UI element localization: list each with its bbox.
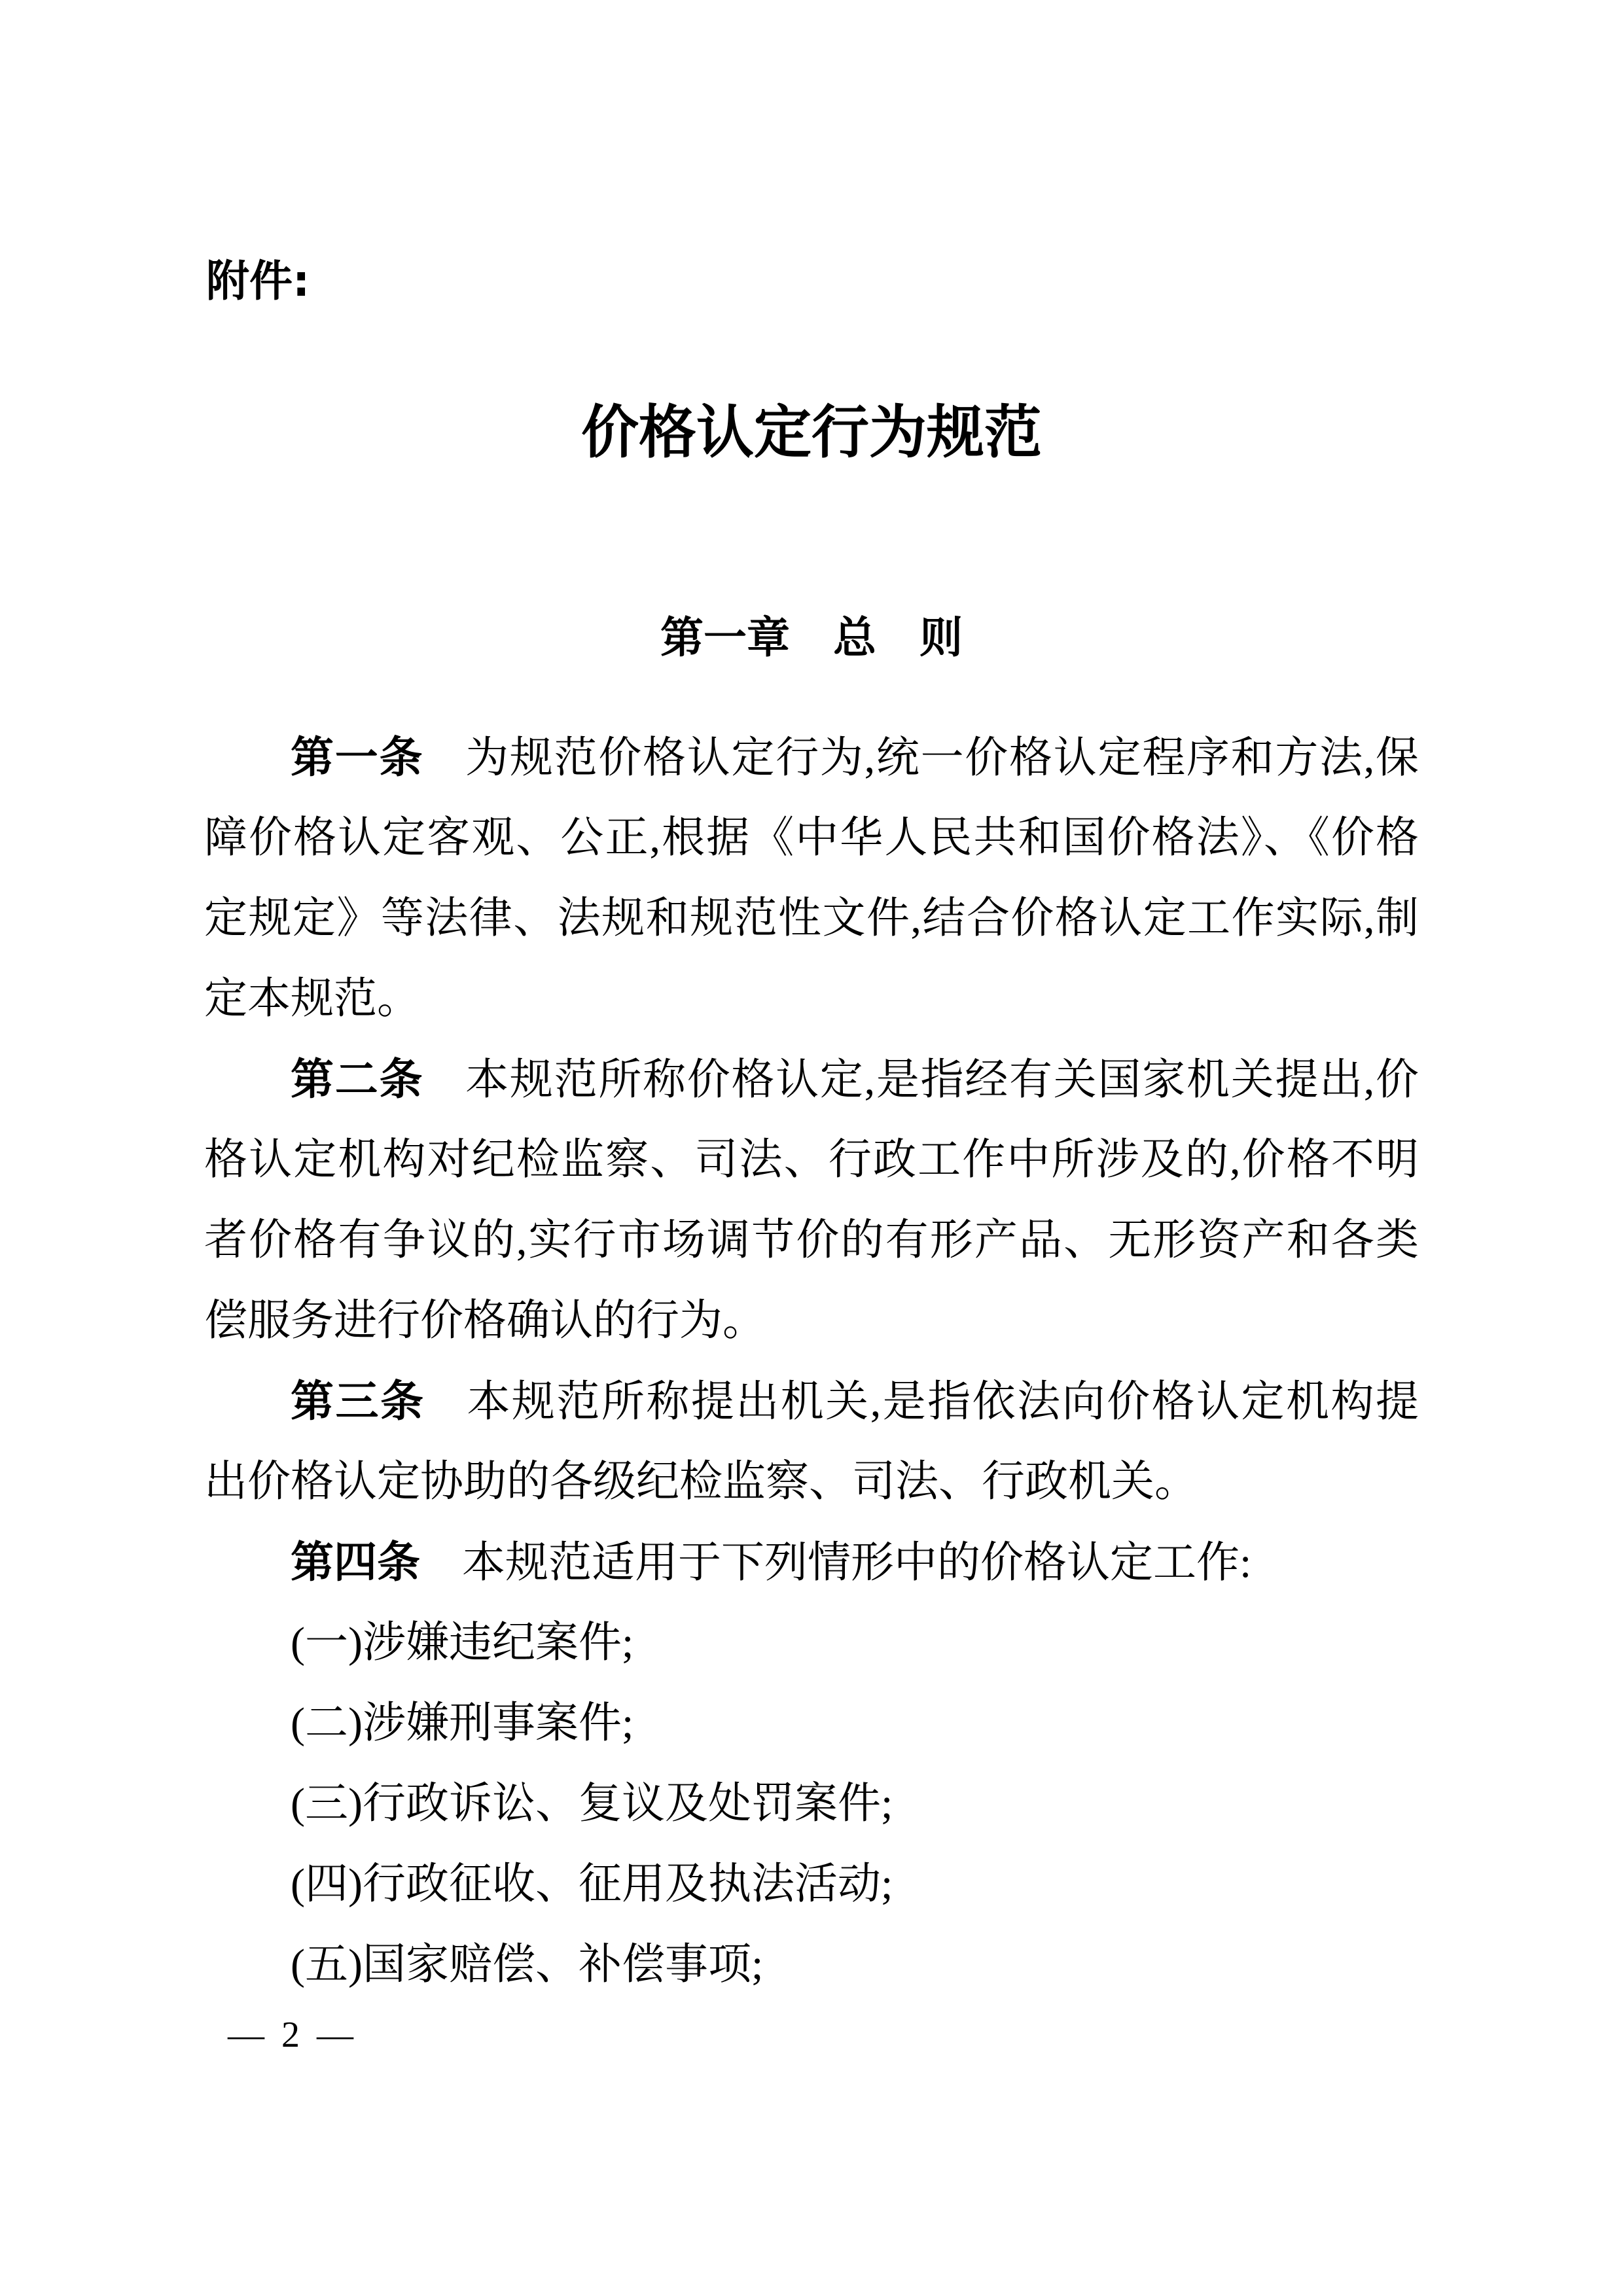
body-line-text: 本规范所称价格认定,是指经有关国家机关提出,价 bbox=[465, 1056, 1419, 1104]
article-3-label: 第三条 bbox=[291, 1376, 425, 1426]
body-line-text: 者价格有争议的,实行市场调节价的有形产品、无形资产和各类 bbox=[204, 1216, 1419, 1264]
body-line bbox=[204, 1280, 1419, 1361]
article-4-label: 第四条 bbox=[291, 1537, 420, 1587]
list-item bbox=[204, 1924, 1419, 2005]
body-line-text: 定规定》等法律、法规和规范性文件,结合价格认定工作实际,制 bbox=[204, 894, 1419, 942]
document-body bbox=[204, 717, 1419, 2005]
article-1-label: 第一条 bbox=[291, 732, 424, 783]
list-item-text: (三)行政诉讼、复议及处罚案件; bbox=[291, 1780, 893, 1828]
body-line bbox=[204, 1120, 1419, 1200]
body-line bbox=[204, 1200, 1419, 1280]
body-line-text: 格认定机构对纪检监察、司法、行政工作中所涉及的,价格不明 bbox=[204, 1136, 1419, 1184]
list-item bbox=[204, 1763, 1419, 1844]
document-title: 价格认定行为规范 bbox=[580, 402, 1042, 465]
list-item-text: (五)国家赔偿、补偿事项; bbox=[291, 1941, 764, 1988]
article-2-label: 第二条 bbox=[291, 1054, 424, 1104]
list-item bbox=[204, 1602, 1419, 1683]
body-line bbox=[204, 1441, 1419, 1522]
body-line bbox=[204, 878, 1419, 959]
list-item-text: (二)涉嫌刑事案件; bbox=[291, 1699, 634, 1747]
body-line-text: 偿服务进行价格确认的行为。 bbox=[204, 1297, 766, 1345]
body-line bbox=[204, 1361, 1419, 1441]
list-item bbox=[204, 1683, 1419, 1763]
body-line-text: 出价格认定协助的各级纪检监察、司法、行政机关。 bbox=[204, 1458, 1198, 1506]
body-line-text: 障价格认定客观、公正,根据《中华人民共和国价格法》、《价格 bbox=[204, 814, 1419, 862]
attachment-label: 附件: bbox=[206, 256, 310, 306]
body-line-text: 定本规范。 bbox=[204, 975, 420, 1023]
list-item-text: (一)涉嫌违纪案件; bbox=[291, 1619, 634, 1667]
list-item bbox=[204, 1844, 1419, 1924]
list-item-text: (四)行政征收、征用及执法活动; bbox=[291, 1860, 893, 1908]
page-number: — 2 — bbox=[228, 2015, 357, 2055]
body-line bbox=[204, 717, 1419, 798]
body-line bbox=[204, 959, 1419, 1039]
body-line bbox=[204, 1039, 1419, 1120]
body-line bbox=[204, 798, 1419, 878]
body-line-text: 为规范价格认定行为,统一价格认定程序和方法,保 bbox=[465, 734, 1419, 782]
chapter-heading: 第一章 总 则 bbox=[660, 612, 963, 663]
body-line-text: 本规范适用于下列情形中的价格认定工作: bbox=[462, 1539, 1252, 1587]
body-line-text: 本规范所称提出机关,是指依法向价格认定机构提 bbox=[467, 1378, 1419, 1426]
body-line bbox=[204, 1522, 1419, 1602]
